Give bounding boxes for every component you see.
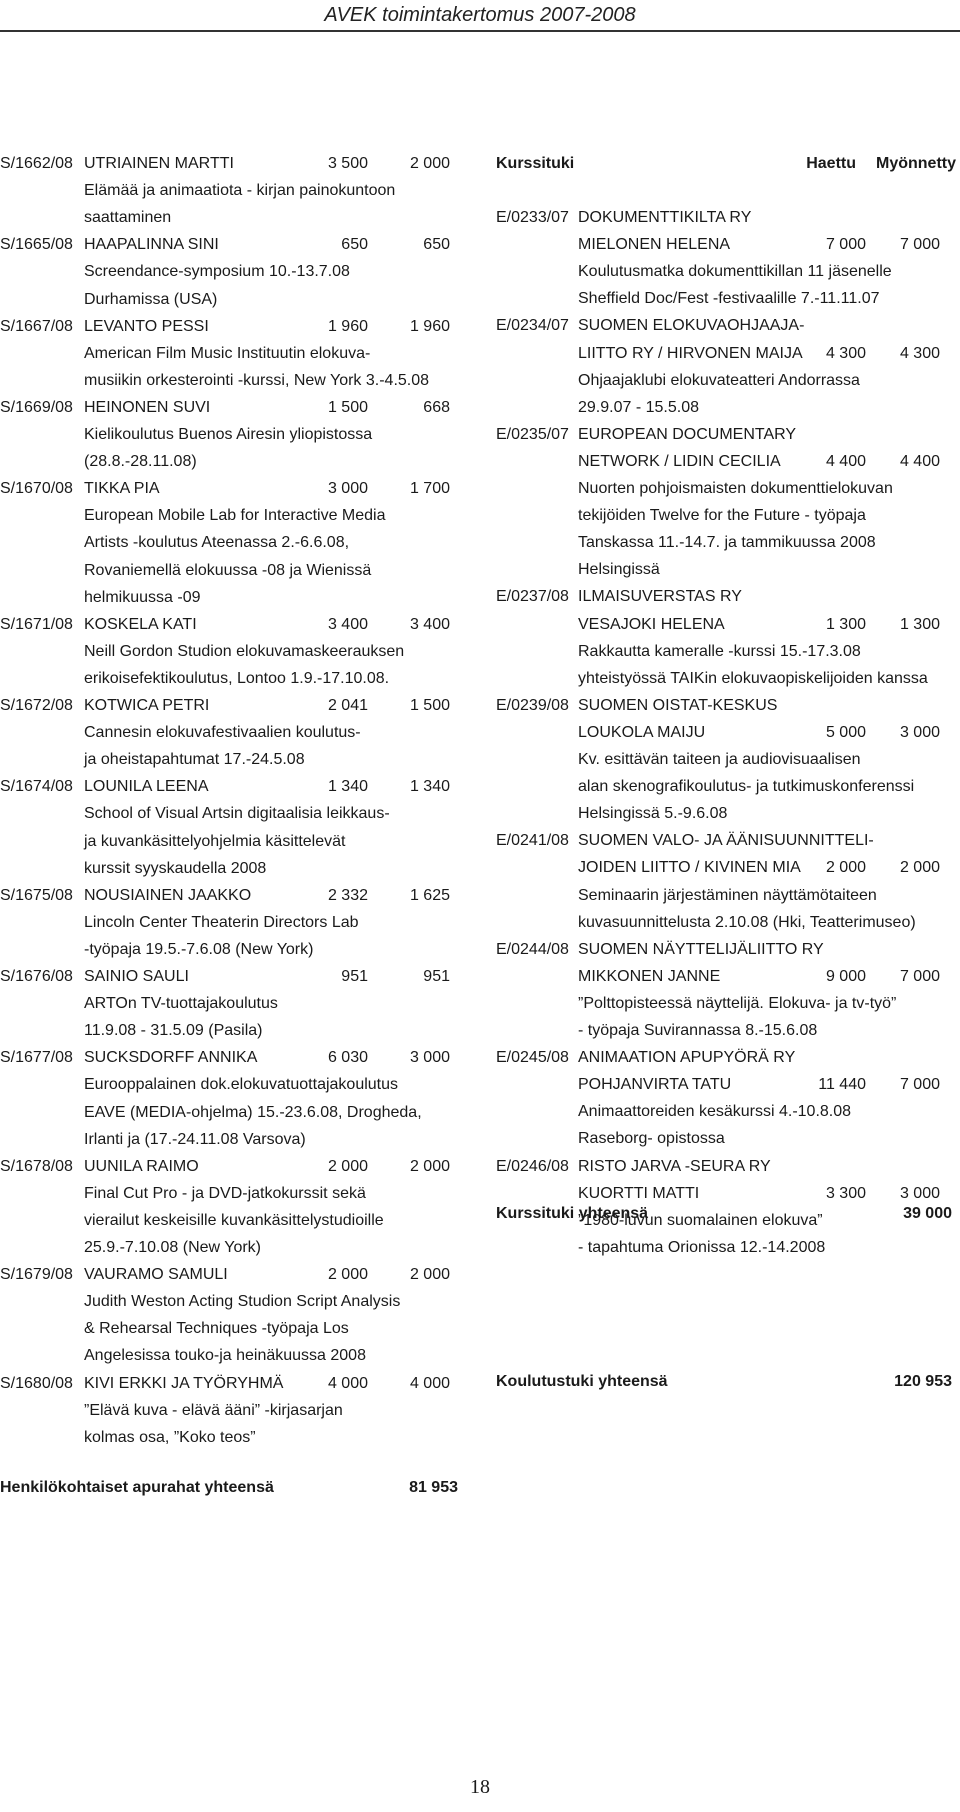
myonnetty-amount: 3 000	[899, 1184, 940, 1202]
contact-name: MIKKONEN JANNE	[578, 967, 721, 985]
grant-code: S/1680/08	[0, 1374, 73, 1392]
myonnetty-amount: 2 000	[409, 1157, 450, 1175]
grant-description: Irlanti ja (17.-24.11.08 Varsova)	[84, 1130, 306, 1148]
myonnetty-amount: 1 700	[409, 480, 450, 498]
applicant-name: HEINONEN SUVI	[84, 398, 211, 416]
course-code: E/0237/08	[496, 588, 569, 606]
grant-description: Eurooppalainen dok.elokuvatuottajakoulutus	[84, 1076, 399, 1094]
applicant-name: UUNILA RAIMO	[84, 1157, 199, 1175]
organization-name: SUOMEN OISTAT-KESKUS	[578, 696, 778, 714]
grant-description: European Mobile Lab for Interactive Media	[84, 507, 386, 525]
contact-name: MIELONEN HELENA	[578, 236, 731, 254]
grant-description: Elämää ja animaatiota - kirjan painokuntoon	[84, 182, 396, 200]
course-description: Raseborg- opistossa	[578, 1130, 725, 1148]
contact-name: POHJANVIRTA TATU	[578, 1076, 732, 1094]
grant-description: kolmas osa, ”Koko teos”	[84, 1428, 256, 1446]
organization-name: SUOMEN NÄYTTELIJÄLIITTO RY	[578, 940, 824, 958]
applicant-name: VAURAMO SAMULI	[84, 1266, 228, 1284]
course-description: yhteistyössä TAIKin elokuvaopiskelijoiden kanssa	[578, 669, 928, 687]
myonnetty-amount: 1 500	[409, 697, 450, 714]
grant-description: EAVE (MEDIA-ohjelma) 15.-23.6.08, Drogheda,	[84, 1103, 422, 1121]
haettu-amount: 4 400	[825, 452, 866, 470]
grant-code: S/1679/08	[0, 1266, 73, 1284]
col-header-myonnetty: Myönnetty	[876, 155, 956, 172]
haettu-amount: 2 000	[327, 1157, 368, 1175]
myonnetty-amount: 7 000	[899, 236, 940, 254]
myonnetty-amount: 4 000	[409, 1374, 450, 1392]
grant-description: Rovaniemellä elokuussa -08 ja Wienissä	[84, 561, 372, 579]
koulutustuki-total-value: 120 953	[894, 1373, 952, 1390]
grant-description: ”Elävä kuva - elävä ääni” -kirjasarjan	[84, 1401, 343, 1419]
contact-name: NETWORK / LIDIN CECILIA	[578, 452, 781, 470]
myonnetty-amount: 4 300	[899, 344, 940, 362]
organization-name: RISTO JARVA -SEURA RY	[578, 1157, 771, 1175]
grant-code: S/1671/08	[0, 615, 73, 633]
grant-description: Judith Weston Acting Studion Script Analysis	[84, 1293, 401, 1311]
haettu-amount: 4 300	[825, 344, 866, 362]
grant-description: & Rehearsal Techniques -työpaja Los	[84, 1320, 349, 1338]
course-code: E/0246/08	[496, 1157, 569, 1175]
applicant-name: KOTWICA PETRI	[84, 697, 210, 714]
course-description: kuvasuunnittelusta 2.10.08 (Hki, Teatterimuseo)	[578, 913, 916, 931]
myonnetty-amount: 1 340	[409, 778, 450, 796]
haettu-amount: 7 000	[825, 236, 866, 254]
course-code: E/0233/07	[496, 209, 569, 226]
myonnetty-amount: 1 625	[409, 886, 450, 904]
grant-code: S/1676/08	[0, 968, 73, 985]
applicant-name: KOSKELA KATI	[84, 615, 197, 633]
organization-name: ANIMAATION APUPYÖRÄ RY	[578, 1049, 796, 1067]
grant-code: S/1675/08	[0, 886, 73, 904]
applicant-name: UTRIAINEN MARTTI	[84, 155, 234, 172]
applicant-name: SUCKSDORFF ANNIKA	[84, 1049, 258, 1067]
contact-name: LIITTO RY / HIRVONEN MAIJA	[578, 344, 803, 362]
grant-code: S/1667/08	[0, 317, 73, 335]
myonnetty-amount: 3 400	[409, 615, 450, 633]
grant-code: S/1672/08	[0, 697, 73, 714]
grant-description: helmikuussa -09	[84, 588, 201, 606]
applicant-name: NOUSIAINEN JAAKKO	[84, 886, 252, 904]
contact-name: JOIDEN LIITTO / KIVINEN MIA	[578, 859, 801, 877]
personal-grants-total-label: Henkilökohtaiset apurahat yhteensä	[0, 1479, 274, 1496]
grant-description: Final Cut Pro - ja DVD-jatkokurssit sekä	[84, 1184, 366, 1202]
col-header-haettu: Haettu	[806, 155, 856, 172]
myonnetty-amount: 951	[423, 968, 450, 985]
course-description: Kv. esittävän taiteen ja audiovisuaalisen	[578, 751, 861, 768]
course-code: E/0234/07	[496, 317, 569, 335]
myonnetty-amount: 650	[423, 236, 450, 254]
course-description: Ohjaajaklubi elokuvateatteri Andorrassa	[578, 371, 860, 389]
course-description: Nuorten pohjoismaisten dokumenttielokuvan	[578, 480, 893, 497]
myonnetty-amount: 668	[423, 398, 450, 416]
haettu-amount: 3 300	[825, 1184, 866, 1202]
haettu-amount: 2 000	[825, 859, 866, 877]
grant-description: ARTOn TV-tuottajakoulutus	[84, 995, 278, 1013]
contact-name: VESAJOKI HELENA	[578, 615, 725, 633]
course-description: alan skenografikoulutus- ja tutkimuskonferenssi	[578, 778, 915, 796]
contact-name: LOUKOLA MAIJU	[578, 723, 706, 741]
organization-name: ILMAISUVERSTAS RY	[578, 588, 742, 606]
grant-description: American Film Music Instituutin elokuva-	[84, 344, 371, 362]
course-description: Helsingissä 5.-9.6.08	[578, 805, 728, 823]
course-code: E/0235/07	[496, 425, 569, 443]
myonnetty-amount: 7 000	[899, 967, 940, 985]
koulutustuki-total-label: Koulutustuki yhteensä	[496, 1373, 668, 1390]
section-title-kurssituki: Kurssituki	[496, 155, 575, 172]
grant-description: School of Visual Artsin digitaalisia leikkaus-	[84, 805, 390, 823]
grant-description: Cannesin elokuvafestivaalien koulutus-	[84, 724, 361, 742]
grant-description: (28.8.-28.11.08)	[84, 453, 197, 471]
course-code: E/0241/08	[496, 832, 569, 850]
haettu-amount: 3 500	[327, 155, 368, 172]
grant-code: S/1669/08	[0, 398, 73, 416]
grant-description: 25.9.-7.10.08 (New York)	[84, 1239, 261, 1256]
course-description: - työpaja Suvirannassa 8.-15.6.08	[578, 1022, 818, 1039]
haettu-amount: 4 000	[327, 1374, 368, 1392]
haettu-amount: 11 440	[818, 1076, 866, 1094]
page-header-title: AVEK toimintakertomus 2007-2008	[324, 4, 636, 26]
myonnetty-amount: 1 300	[899, 615, 940, 633]
myonnetty-amount: 7 000	[899, 1076, 940, 1094]
applicant-name: LEVANTO PESSI	[84, 317, 209, 335]
grant-description: erikoisefektikoulutus, Lontoo 1.9.-17.10.08.	[84, 669, 390, 687]
grant-description: Angelesissa touko-ja heinäkuussa 2008	[84, 1347, 366, 1365]
course-description: Rakkautta kameralle -kurssi 15.-17.3.08	[578, 642, 861, 660]
haettu-amount: 5 000	[825, 723, 866, 741]
haettu-amount: 951	[341, 968, 368, 985]
grant-description: Durhamissa (USA)	[84, 290, 218, 308]
grant-description: musiikin orkesterointi -kurssi, New York 3.-4.5.08	[84, 371, 430, 389]
grant-description: Screendance-symposium 10.-13.7.08	[84, 263, 350, 281]
course-description: Koulutusmatka dokumenttikillan 11 jäsenelle	[578, 263, 892, 281]
course-description: ”Polttopisteessä näyttelijä. Elokuva- ja tv-työ”	[578, 994, 897, 1012]
haettu-amount: 2 000	[327, 1266, 368, 1284]
haettu-amount: 2 041	[327, 697, 368, 714]
grant-description: 11.9.08 - 31.5.09 (Pasila)	[84, 1022, 263, 1040]
course-description: Helsingissä	[578, 561, 660, 579]
grant-code: S/1677/08	[0, 1049, 73, 1067]
applicant-name: HAAPALINNA SINI	[84, 236, 219, 254]
grant-description: ja kuvankäsittelyohjelmia käsittelevät	[84, 832, 346, 850]
course-description: 29.9.07 - 15.5.08	[578, 398, 699, 416]
haettu-amount: 6 030	[327, 1049, 368, 1067]
personal-grants-total-value: 81 953	[409, 1479, 458, 1496]
course-description: ”1980-luvun suomalainen elokuva”	[578, 1211, 823, 1229]
haettu-amount: 650	[341, 236, 368, 254]
grant-code: S/1662/08	[0, 155, 73, 172]
haettu-amount: 1 340	[327, 778, 368, 796]
haettu-amount: 1 300	[825, 615, 866, 633]
grant-description: Neill Gordon Studion elokuvamaskeerauksen	[84, 642, 405, 660]
course-description: Seminaarin järjestäminen näyttämötaiteen	[578, 886, 877, 904]
applicant-name: SAINIO SAULI	[84, 968, 189, 985]
haettu-amount: 3 400	[327, 615, 368, 633]
myonnetty-amount: 3 000	[899, 723, 940, 741]
organization-name: DOKUMENTTIKILTA RY	[578, 209, 752, 226]
course-code: E/0239/08	[496, 696, 569, 714]
course-description: Sheffield Doc/Fest -festivaalille 7.-11.11.07	[578, 290, 880, 308]
header-rule	[0, 30, 960, 32]
grant-description: ja oheistapahtumat 17.-24.5.08	[84, 751, 305, 769]
contact-name: KUORTTI MATTI	[578, 1184, 700, 1202]
myonnetty-amount: 1 960	[409, 317, 450, 335]
myonnetty-amount: 2 000	[899, 859, 940, 877]
organization-name: SUOMEN VALO- JA ÄÄNISUUNNITTELI-	[578, 832, 874, 850]
course-description: tekijöiden Twelve for the Future - työpaja	[578, 507, 866, 525]
haettu-amount: 1 500	[327, 398, 368, 416]
grant-description: Lincoln Center Theaterin Directors Lab	[84, 913, 359, 931]
grant-code: S/1665/08	[0, 236, 73, 254]
myonnetty-amount: 2 000	[409, 155, 450, 172]
myonnetty-amount: 2 000	[409, 1266, 450, 1284]
applicant-name: TIKKA PIA	[84, 480, 160, 498]
course-code: E/0244/08	[496, 940, 569, 958]
applicant-name: KIVI ERKKI JA TYÖRYHMÄ	[84, 1374, 284, 1392]
haettu-amount: 2 332	[327, 886, 368, 904]
course-code: E/0245/08	[496, 1049, 569, 1067]
haettu-amount: 3 000	[327, 480, 368, 498]
applicant-name: LOUNILA LEENA	[84, 778, 209, 796]
kurssituki-total-value: 39 000	[903, 1205, 952, 1222]
grant-description: -työpaja 19.5.-7.6.08 (New York)	[84, 940, 314, 958]
myonnetty-amount: 3 000	[409, 1049, 450, 1067]
grant-description: saattaminen	[84, 209, 172, 227]
grant-description: Artists -koulutus Ateenassa 2.-6.6.08,	[84, 534, 350, 552]
page-number: 18	[470, 1776, 490, 1798]
grant-code: S/1670/08	[0, 480, 73, 498]
grant-code: S/1678/08	[0, 1157, 73, 1175]
organization-name: EUROPEAN DOCUMENTARY	[578, 425, 797, 443]
course-description: Animaattoreiden kesäkurssi 4.-10.8.08	[578, 1103, 852, 1121]
haettu-amount: 1 960	[327, 317, 368, 335]
course-description: Tanskassa 11.-14.7. ja tammikuussa 2008	[578, 534, 876, 552]
course-description: - tapahtuma Orionissa 12.-14.2008	[578, 1238, 826, 1256]
grant-code: S/1674/08	[0, 778, 73, 796]
grant-description: Kielikoulutus Buenos Airesin yliopistossa	[84, 426, 373, 443]
grant-description: kurssit syyskaudella 2008	[84, 859, 267, 877]
grant-description: vierailut keskeisille kuvankäsittelystudioille	[84, 1211, 384, 1229]
haettu-amount: 9 000	[825, 967, 866, 985]
kurssituki-total-label: Kurssituki yhteensä	[496, 1205, 649, 1222]
organization-name: SUOMEN ELOKUVAOHJAAJA-	[578, 317, 805, 335]
myonnetty-amount: 4 400	[899, 452, 940, 470]
